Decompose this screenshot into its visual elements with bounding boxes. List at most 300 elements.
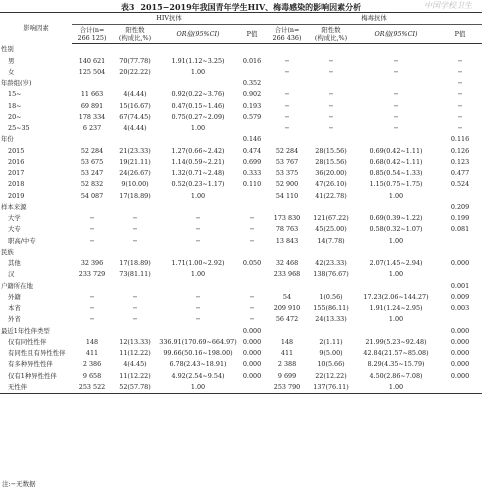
table-cell: 24(13.33) xyxy=(315,315,347,324)
table-cell: 0.123 xyxy=(450,157,470,166)
table-row xyxy=(0,314,482,325)
table-number: 表3 xyxy=(120,2,135,12)
table-cell xyxy=(238,382,266,394)
table-cell: 1.00 xyxy=(388,315,404,324)
table-cell: − xyxy=(328,124,334,133)
header-positive: 阳性数 (构成比,%) xyxy=(112,25,158,44)
category-row xyxy=(0,280,482,291)
header-positive-2: 阳性数 (构成比,%) xyxy=(308,25,354,44)
table-cell: − xyxy=(89,315,95,324)
table-cell: 0.000 xyxy=(242,360,262,369)
table-cell: − xyxy=(328,112,334,121)
table-cell xyxy=(266,247,308,258)
table-cell: − xyxy=(249,304,255,313)
table-cell xyxy=(266,280,308,291)
table-cell: 36(20.00) xyxy=(315,169,347,178)
table-cell xyxy=(438,382,482,394)
table-cell: 8.29(4.35~15.79) xyxy=(367,360,425,369)
table-cell: 0.050 xyxy=(242,259,262,268)
header-or-2: OR值(95%CI) xyxy=(354,25,438,44)
category-row xyxy=(0,202,482,213)
table-cell: 209 910 xyxy=(273,304,301,313)
table-cell: 0.009 xyxy=(450,292,470,301)
table-cell xyxy=(72,44,112,56)
table-cell: − xyxy=(457,90,463,99)
table-cell: 2 386 xyxy=(82,360,102,369)
table-cell: 0.000 xyxy=(450,360,470,369)
table-cell xyxy=(72,78,112,89)
table-cell: 0.000 xyxy=(450,259,470,268)
table-row xyxy=(0,168,482,179)
table-row xyxy=(0,224,482,235)
table-cell: 12(13.33) xyxy=(119,337,151,346)
table-row xyxy=(0,157,482,168)
table-cell: 10(5.66) xyxy=(317,360,345,369)
table-cell: 0.352 xyxy=(242,79,262,88)
table-cell: 1.00 xyxy=(158,382,238,394)
row-label: 户籍所在地 xyxy=(1,281,33,290)
table-cell: 4(4.44) xyxy=(123,90,147,99)
table-row xyxy=(0,67,482,78)
table-cell: 14(7.78) xyxy=(317,236,345,245)
table-cell xyxy=(238,280,266,291)
table-row xyxy=(0,269,482,280)
row-label: 有同性且有异性性伴 xyxy=(8,349,66,358)
table-cell: 0.209 xyxy=(450,202,470,211)
row-label: 最近1年性伴类型 xyxy=(1,326,50,335)
table-cell xyxy=(354,44,438,56)
table-cell: 1.00 xyxy=(190,124,206,133)
table-cell xyxy=(354,134,438,145)
header-p: P值 xyxy=(238,25,266,44)
table-cell: 17(18.89) xyxy=(119,259,151,268)
table-cell: − xyxy=(284,56,290,65)
table-cell: 0.126 xyxy=(450,146,470,155)
table-cell xyxy=(354,78,438,89)
table-cell: 73(81.11) xyxy=(119,270,151,279)
table-row xyxy=(0,337,482,348)
table-cell: − xyxy=(249,214,255,223)
table-cell: 148 xyxy=(85,337,99,346)
table-cell: 1(0.56) xyxy=(319,292,343,301)
table-cell: − xyxy=(195,304,201,313)
table-cell: 4(4.45) xyxy=(123,360,147,369)
table-cell: 17.23(2.06~144.27) xyxy=(363,292,429,301)
table-cell: 1.91(1.12~3.25) xyxy=(171,56,225,65)
row-label: 年龄组(岁) xyxy=(1,79,32,88)
table-cell: 1.15(0.75~1.75) xyxy=(369,180,423,189)
table-cell: 11(12.22) xyxy=(119,371,151,380)
table-cell xyxy=(238,247,266,258)
row-label: 2019 xyxy=(8,191,25,200)
table-cell: − xyxy=(457,79,463,88)
table-cell: 155(86.11) xyxy=(313,304,349,313)
table-cell: − xyxy=(132,225,138,234)
table-cell xyxy=(72,134,112,145)
table-cell: 253 790 xyxy=(266,382,308,394)
table-cell xyxy=(266,134,308,145)
table-cell xyxy=(308,134,354,145)
table-cell: − xyxy=(328,90,334,99)
table-cell: 173 830 xyxy=(273,214,301,223)
table-cell: 1.27(0.66~2.42) xyxy=(171,146,225,155)
table-cell: 148 xyxy=(280,337,294,346)
table-cell: 0.000 xyxy=(242,371,262,380)
table-cell: 0.000 xyxy=(450,337,470,346)
table-cell: − xyxy=(393,101,399,110)
table-cell: 0.003 xyxy=(450,304,470,313)
table-cell: 0.75(0.27~2.09) xyxy=(171,112,225,121)
table-cell: 24(26.67) xyxy=(119,169,151,178)
table-cell: 0.110 xyxy=(242,180,262,189)
table-cell xyxy=(238,67,266,78)
table-cell: − xyxy=(457,124,463,133)
row-label: 仅有同性性伴 xyxy=(8,337,47,346)
table-cell: 1.14(0.59~2.21) xyxy=(171,157,225,166)
table-cell: 53 767 xyxy=(275,157,299,166)
table-row xyxy=(0,359,482,370)
table-cell: 121(67.22) xyxy=(313,214,349,223)
table-cell: 9 658 xyxy=(82,371,102,380)
table-row xyxy=(0,179,482,190)
table-cell: − xyxy=(284,67,290,76)
table-cell xyxy=(112,202,158,213)
table-cell xyxy=(238,190,266,201)
category-row xyxy=(0,247,482,258)
table-body xyxy=(0,44,482,394)
table-cell: 42(23.33) xyxy=(315,259,347,268)
table-cell: − xyxy=(393,56,399,65)
table-cell: − xyxy=(195,214,201,223)
table-cell: − xyxy=(457,56,463,65)
table-cell: − xyxy=(393,67,399,76)
table-cell: 99.66(50.16~198.00) xyxy=(163,349,233,358)
row-label: 外省 xyxy=(8,315,21,324)
header-total-2: 合计(n= 266 436) xyxy=(266,25,308,44)
table-cell: 0.081 xyxy=(450,225,470,234)
table-row xyxy=(0,258,482,269)
table-cell xyxy=(158,325,238,336)
table-cell xyxy=(238,123,266,134)
table-cell xyxy=(112,134,158,145)
table-cell: 0.000 xyxy=(450,326,470,335)
table-cell: − xyxy=(89,236,95,245)
table-cell: 45(25.00) xyxy=(315,225,347,234)
table-cell: 21(23.33) xyxy=(119,146,151,155)
row-label: 2018 xyxy=(8,180,25,189)
table-cell: 4.92(2.54~9.54) xyxy=(171,371,225,380)
table-cell xyxy=(112,44,158,56)
row-label: 性别 xyxy=(1,45,14,54)
table-cell xyxy=(438,190,482,201)
table-cell: − xyxy=(89,292,95,301)
table-cell: 6 237 xyxy=(82,124,102,133)
table-cell: 0.47(0.15~1.46) xyxy=(171,101,225,110)
table-cell xyxy=(266,78,308,89)
table-cell: 0.016 xyxy=(242,56,262,65)
table-cell: 1.00 xyxy=(190,67,206,76)
table-cell: 4.50(2.86~7.08) xyxy=(369,371,423,380)
header-syphilis-group: 梅毒抗体 xyxy=(266,13,482,25)
row-label: 民族 xyxy=(1,247,14,256)
table-cell xyxy=(112,78,158,89)
table-cell: 1.00 xyxy=(388,236,404,245)
table-cell: 178 334 xyxy=(78,112,106,121)
table-cell: 0.000 xyxy=(242,326,262,335)
table-cell: 9(5.00) xyxy=(319,349,343,358)
journal-watermark: 中国学校卫生 xyxy=(424,1,472,10)
table-cell xyxy=(238,269,266,280)
table-caption: 2015−2019年我国青年学生HIV、梅毒感染的影响因素分析 xyxy=(140,2,362,12)
table-cell: − xyxy=(457,101,463,110)
table-cell: − xyxy=(457,67,463,76)
category-row xyxy=(0,134,482,145)
table-cell: 53 375 xyxy=(275,169,299,178)
table-cell: − xyxy=(393,112,399,121)
table-cell: 2(1.11) xyxy=(319,337,343,346)
row-label: 大学 xyxy=(8,214,21,223)
table-cell: 0.69(0.42~1.11) xyxy=(369,146,423,155)
table-cell xyxy=(308,325,354,336)
table-cell: 9(10.00) xyxy=(121,180,149,189)
table-cell xyxy=(266,44,308,56)
row-label: 18~ xyxy=(8,101,22,110)
row-label: 职高/中专 xyxy=(8,236,36,245)
table-row xyxy=(0,303,482,314)
table-cell: 67(74.45) xyxy=(119,112,151,121)
table-cell: 52 284 xyxy=(80,146,104,155)
table-cell: 19(21.11) xyxy=(119,157,151,166)
table-cell xyxy=(354,247,438,258)
row-label: 有多种异性性伴 xyxy=(8,360,53,369)
table-cell: 20(22.22) xyxy=(119,67,151,76)
table-cell: 0.579 xyxy=(242,112,262,121)
table-cell: 52 900 xyxy=(275,180,299,189)
table-cell: − xyxy=(132,304,138,313)
table-cell: − xyxy=(284,101,290,110)
table-cell: 0.000 xyxy=(242,337,262,346)
table-cell: 0.58(0.32~1.07) xyxy=(369,225,423,234)
row-label: 汉 xyxy=(8,270,15,279)
table-cell: 0.193 xyxy=(242,101,262,110)
table-cell xyxy=(438,247,482,258)
table-cell: 0.116 xyxy=(450,135,470,144)
table-row xyxy=(0,382,482,394)
table-cell: 0.000 xyxy=(450,371,470,380)
table-cell: 1.00 xyxy=(388,191,404,200)
table-row xyxy=(0,370,482,381)
table-cell: 137(76.11) xyxy=(308,382,354,394)
table-cell: 233 968 xyxy=(273,270,301,279)
table-cell: 0.477 xyxy=(450,169,470,178)
header-factor: 影响因素 xyxy=(0,13,72,44)
table-cell: 1.00 xyxy=(190,270,206,279)
category-row xyxy=(0,325,482,336)
table-cell: − xyxy=(132,292,138,301)
table-row xyxy=(0,235,482,246)
table-cell: 0.68(0.42~1.11) xyxy=(369,157,423,166)
table-cell: − xyxy=(195,225,201,234)
header-p-2: P值 xyxy=(438,25,482,44)
category-row xyxy=(0,78,482,89)
table-cell: − xyxy=(393,124,399,133)
table-cell: 6.78(2.43~18.91) xyxy=(169,360,227,369)
table-cell: 53 247 xyxy=(80,169,104,178)
table-cell: 411 xyxy=(85,349,99,358)
table-cell: 54 xyxy=(282,292,292,301)
table-cell xyxy=(266,202,308,213)
table-cell: 1.32(0.71~2.48) xyxy=(171,169,225,178)
table-row xyxy=(0,123,482,134)
table-cell: 0.52(0.23~1.17) xyxy=(171,180,225,189)
table-cell: − xyxy=(249,236,255,245)
table-row xyxy=(0,190,482,201)
table-cell: 13 843 xyxy=(275,236,299,245)
table-cell: 0.699 xyxy=(242,157,262,166)
table-cell: 56 472 xyxy=(275,315,299,324)
table-cell: 32 468 xyxy=(275,259,299,268)
table-cell: − xyxy=(195,292,201,301)
table-cell: 0.333 xyxy=(242,169,262,178)
category-row xyxy=(0,44,482,56)
row-label: 无性伴 xyxy=(0,382,72,394)
table-cell: − xyxy=(249,225,255,234)
table-cell: 0.000 xyxy=(242,349,262,358)
table-cell: 47(26.10) xyxy=(315,180,347,189)
table-cell: 28(15.56) xyxy=(315,146,347,155)
table-cell: 2.07(1.45~2.94) xyxy=(369,259,423,268)
table-cell: 336.91(170.69~664.97) xyxy=(159,337,237,346)
table-cell: 1.00 xyxy=(190,191,206,200)
header-total: 合计(n= 266 125) xyxy=(72,25,112,44)
row-label: 15~ xyxy=(8,90,22,99)
table-cell: 53 675 xyxy=(80,157,104,166)
row-label: 女 xyxy=(8,67,15,76)
table-cell: 42.84(21.57~85.08) xyxy=(363,349,429,358)
table-cell xyxy=(158,134,238,145)
table-cell xyxy=(72,247,112,258)
table-cell: − xyxy=(328,101,334,110)
table-cell xyxy=(158,247,238,258)
table-row xyxy=(0,100,482,111)
table-cell xyxy=(72,325,112,336)
table-row xyxy=(0,55,482,66)
table-cell xyxy=(72,280,112,291)
table-cell: − xyxy=(89,304,95,313)
row-label: 大专 xyxy=(8,225,21,234)
table-cell: − xyxy=(132,236,138,245)
table-note: 注:−无数据 xyxy=(2,480,36,488)
table-cell: − xyxy=(284,124,290,133)
row-label: 2015 xyxy=(8,146,25,155)
table-cell: 11(12.22) xyxy=(119,349,151,358)
table-cell xyxy=(158,280,238,291)
table-cell xyxy=(112,325,158,336)
table-cell xyxy=(158,44,238,56)
table-cell: 2 388 xyxy=(277,360,297,369)
table-cell: 1.00 xyxy=(354,382,438,394)
table-cell: − xyxy=(195,236,201,245)
row-label: 20~ xyxy=(8,112,22,121)
table-cell: 15(16.67) xyxy=(119,101,151,110)
table-cell: 9 699 xyxy=(277,371,297,380)
table-cell: 52(57.78) xyxy=(112,382,158,394)
table-header xyxy=(0,13,482,44)
table-cell: − xyxy=(284,112,290,121)
table-cell: 1.00 xyxy=(388,270,404,279)
table-cell: − xyxy=(328,56,334,65)
table-cell: 0.146 xyxy=(242,135,262,144)
table-cell: 28(15.56) xyxy=(315,157,347,166)
table-cell: − xyxy=(89,214,95,223)
table-row xyxy=(0,292,482,303)
table-cell: 233 729 xyxy=(78,270,106,279)
table-row xyxy=(0,112,482,123)
table-cell xyxy=(308,78,354,89)
row-label: 仅有1种异性性伴 xyxy=(8,371,57,380)
table-cell xyxy=(158,202,238,213)
table-cell: 411 xyxy=(280,349,294,358)
table-cell: − xyxy=(328,67,334,76)
table-cell: 11 663 xyxy=(80,90,104,99)
table-cell: 17(18.89) xyxy=(119,191,151,200)
table-cell: 21.99(5.23~92.48) xyxy=(365,337,427,346)
row-label: 本省 xyxy=(8,304,21,313)
table-row xyxy=(0,213,482,224)
table-cell: 0.69(0.39~1.22) xyxy=(369,214,423,223)
row-label: 其他 xyxy=(8,259,21,268)
table-cell: 0.92(0.22~3.76) xyxy=(171,90,225,99)
table-cell: 0.85(0.54~1.33) xyxy=(369,169,423,178)
table-cell: 54 110 xyxy=(275,191,299,200)
row-label: 样本来源 xyxy=(1,202,27,211)
table-cell: 78 763 xyxy=(275,225,299,234)
table-cell xyxy=(438,314,482,325)
table-cell: − xyxy=(249,292,255,301)
table-cell xyxy=(438,235,482,246)
table-cell xyxy=(308,247,354,258)
table-cell: − xyxy=(89,225,95,234)
table-cell: 1.91(1.24~2.95) xyxy=(369,304,423,313)
table-cell xyxy=(438,269,482,280)
table-cell: 22(12.22) xyxy=(315,371,347,380)
table-cell xyxy=(158,78,238,89)
table-cell xyxy=(112,280,158,291)
table-cell: 0.524 xyxy=(450,180,470,189)
table-cell: 52 284 xyxy=(275,146,299,155)
table-cell: 0.000 xyxy=(450,349,470,358)
table-cell xyxy=(308,280,354,291)
table-row xyxy=(0,348,482,359)
table-cell: − xyxy=(249,315,255,324)
table-cell: − xyxy=(195,315,201,324)
row-label: 男 xyxy=(8,56,15,65)
row-label: 外籍 xyxy=(8,292,21,301)
table-cell xyxy=(266,325,308,336)
table-cell: − xyxy=(132,315,138,324)
table-row xyxy=(0,145,482,156)
table-cell xyxy=(308,44,354,56)
table-row xyxy=(0,89,482,100)
table-cell: 1.71(1.00~2.92) xyxy=(171,259,225,268)
table-cell: 138(76.67) xyxy=(313,270,349,279)
table-cell: − xyxy=(457,112,463,121)
table-cell: 125 504 xyxy=(78,67,106,76)
row-label: 年份 xyxy=(1,135,14,144)
table-cell: 70(77.78) xyxy=(119,56,151,65)
row-label: 25~35 xyxy=(8,124,30,133)
table-cell: 0.902 xyxy=(242,90,262,99)
